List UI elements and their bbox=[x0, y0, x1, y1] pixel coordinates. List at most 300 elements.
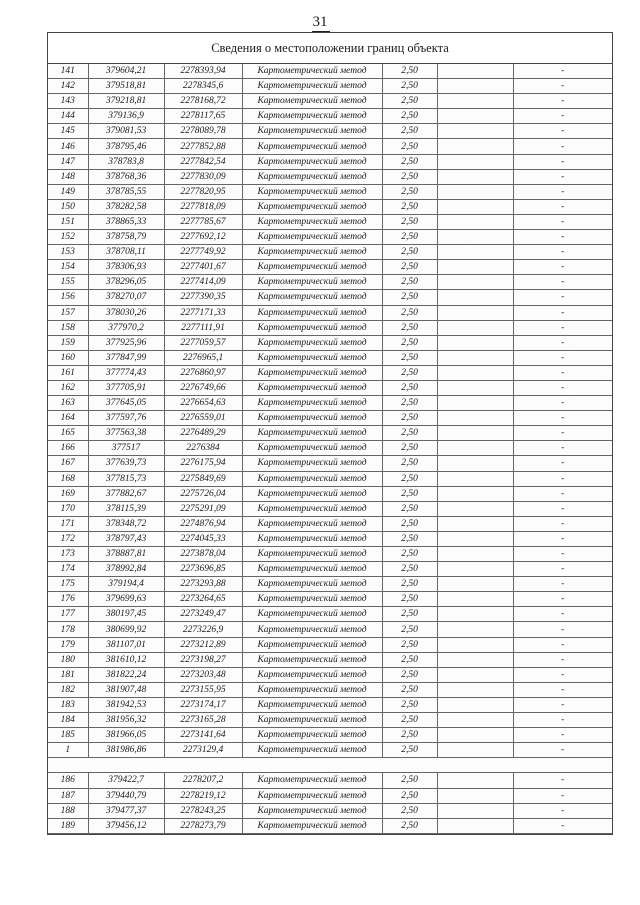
empty-cell bbox=[437, 607, 513, 622]
table-row bbox=[48, 713, 612, 728]
empty-cell bbox=[437, 169, 513, 184]
coordinate-y: 2274045,33 bbox=[164, 531, 242, 546]
coordinate-x: 379136,9 bbox=[88, 109, 164, 124]
dash: - bbox=[513, 199, 612, 214]
point-number: 152 bbox=[48, 230, 88, 245]
point-number: 177 bbox=[48, 607, 88, 622]
method: Картометрический метод bbox=[242, 199, 382, 214]
method: Картометрический метод bbox=[242, 531, 382, 546]
accuracy: 2,50 bbox=[382, 486, 437, 501]
dash: - bbox=[513, 245, 612, 260]
point-number: 182 bbox=[48, 682, 88, 697]
table-row bbox=[48, 486, 612, 501]
section-title: Сведения о местоположении границ объекта bbox=[48, 33, 612, 64]
dash: - bbox=[513, 592, 612, 607]
coordinate-x: 379699,63 bbox=[88, 592, 164, 607]
coordinate-y: 2275849,69 bbox=[164, 471, 242, 486]
method: Картометрический метод bbox=[242, 667, 382, 682]
point-number: 145 bbox=[48, 124, 88, 139]
table-row bbox=[48, 94, 612, 109]
method: Картометрический метод bbox=[242, 320, 382, 335]
point-number: 180 bbox=[48, 652, 88, 667]
coordinate-y: 2273198,27 bbox=[164, 652, 242, 667]
dash: - bbox=[513, 214, 612, 229]
accuracy: 2,50 bbox=[382, 214, 437, 229]
table-row bbox=[48, 728, 612, 743]
accuracy: 2,50 bbox=[382, 380, 437, 395]
accuracy: 2,50 bbox=[382, 199, 437, 214]
coordinate-x: 381610,12 bbox=[88, 652, 164, 667]
method: Картометрический метод bbox=[242, 411, 382, 426]
table-row bbox=[48, 335, 612, 350]
point-number: 172 bbox=[48, 531, 88, 546]
coordinate-y: 2278393,94 bbox=[164, 64, 242, 79]
table-row bbox=[48, 169, 612, 184]
empty-cell bbox=[437, 713, 513, 728]
point-number: 1 bbox=[48, 743, 88, 758]
point-number: 189 bbox=[48, 818, 88, 833]
method: Картометрический метод bbox=[242, 562, 382, 577]
table-row bbox=[48, 230, 612, 245]
coordinate-y: 2278345,6 bbox=[164, 79, 242, 94]
point-number: 160 bbox=[48, 350, 88, 365]
empty-cell bbox=[437, 562, 513, 577]
accuracy: 2,50 bbox=[382, 426, 437, 441]
accuracy: 2,50 bbox=[382, 320, 437, 335]
accuracy: 2,50 bbox=[382, 335, 437, 350]
method: Картометрический метод bbox=[242, 380, 382, 395]
dash: - bbox=[513, 411, 612, 426]
empty-cell bbox=[437, 411, 513, 426]
point-number: 167 bbox=[48, 456, 88, 471]
empty-cell bbox=[437, 290, 513, 305]
point-number: 169 bbox=[48, 486, 88, 501]
point-number: 175 bbox=[48, 577, 88, 592]
point-number: 146 bbox=[48, 139, 88, 154]
dash: - bbox=[513, 577, 612, 592]
table-row bbox=[48, 320, 612, 335]
coordinates-table-body bbox=[48, 64, 612, 833]
empty-cell bbox=[437, 350, 513, 365]
dash: - bbox=[513, 773, 612, 788]
point-number: 144 bbox=[48, 109, 88, 124]
table-row bbox=[48, 441, 612, 456]
method: Картометрический метод bbox=[242, 652, 382, 667]
point-number: 174 bbox=[48, 562, 88, 577]
table-row bbox=[48, 743, 612, 758]
table-row bbox=[48, 214, 612, 229]
coordinate-x: 377925,96 bbox=[88, 335, 164, 350]
empty-cell bbox=[437, 320, 513, 335]
point-number: 186 bbox=[48, 773, 88, 788]
accuracy: 2,50 bbox=[382, 365, 437, 380]
coordinate-x: 379422,7 bbox=[88, 773, 164, 788]
accuracy: 2,50 bbox=[382, 622, 437, 637]
coordinate-x: 381956,32 bbox=[88, 713, 164, 728]
method: Картометрический метод bbox=[242, 124, 382, 139]
coordinate-x: 378992,84 bbox=[88, 562, 164, 577]
empty-cell bbox=[437, 64, 513, 79]
coordinate-x: 381966,05 bbox=[88, 728, 164, 743]
method: Картометрический метод bbox=[242, 260, 382, 275]
method: Картометрический метод bbox=[242, 230, 382, 245]
coordinate-y: 2276559,01 bbox=[164, 411, 242, 426]
accuracy: 2,50 bbox=[382, 154, 437, 169]
empty-cell bbox=[437, 456, 513, 471]
method: Картометрический метод bbox=[242, 682, 382, 697]
dash: - bbox=[513, 788, 612, 803]
dash: - bbox=[513, 305, 612, 320]
dash: - bbox=[513, 396, 612, 411]
coordinate-y: 2276175,94 bbox=[164, 456, 242, 471]
coordinate-y: 2278273,79 bbox=[164, 818, 242, 833]
method: Картометрический метод bbox=[242, 486, 382, 501]
table-row bbox=[48, 305, 612, 320]
dash: - bbox=[513, 697, 612, 712]
coordinate-y: 2277785,67 bbox=[164, 214, 242, 229]
point-number: 185 bbox=[48, 728, 88, 743]
accuracy: 2,50 bbox=[382, 230, 437, 245]
accuracy: 2,50 bbox=[382, 607, 437, 622]
coordinate-y: 2277692,12 bbox=[164, 230, 242, 245]
point-number: 184 bbox=[48, 713, 88, 728]
point-number: 157 bbox=[48, 305, 88, 320]
table-row bbox=[48, 547, 612, 562]
table-row bbox=[48, 184, 612, 199]
method: Картометрический метод bbox=[242, 788, 382, 803]
accuracy: 2,50 bbox=[382, 682, 437, 697]
dash: - bbox=[513, 79, 612, 94]
table-row bbox=[48, 818, 612, 833]
table-row bbox=[48, 682, 612, 697]
dash: - bbox=[513, 230, 612, 245]
coordinate-x: 381986,86 bbox=[88, 743, 164, 758]
coordinate-y: 2277820,95 bbox=[164, 184, 242, 199]
table-row bbox=[48, 637, 612, 652]
coordinate-y: 2273226,9 bbox=[164, 622, 242, 637]
empty-cell bbox=[437, 682, 513, 697]
point-number: 188 bbox=[48, 803, 88, 818]
table-row bbox=[48, 64, 612, 79]
point-number: 142 bbox=[48, 79, 88, 94]
coordinate-x: 377970,2 bbox=[88, 320, 164, 335]
coordinate-y: 2273212,89 bbox=[164, 637, 242, 652]
point-number: 171 bbox=[48, 516, 88, 531]
method: Картометрический метод bbox=[242, 441, 382, 456]
table-row bbox=[48, 516, 612, 531]
dash: - bbox=[513, 531, 612, 546]
dash: - bbox=[513, 275, 612, 290]
accuracy: 2,50 bbox=[382, 79, 437, 94]
table-row bbox=[48, 154, 612, 169]
coordinate-y: 2277390,35 bbox=[164, 290, 242, 305]
point-number: 173 bbox=[48, 547, 88, 562]
point-number: 161 bbox=[48, 365, 88, 380]
accuracy: 2,50 bbox=[382, 803, 437, 818]
point-number: 163 bbox=[48, 396, 88, 411]
accuracy: 2,50 bbox=[382, 637, 437, 652]
coordinate-x: 380197,45 bbox=[88, 607, 164, 622]
method: Картометрический метод bbox=[242, 728, 382, 743]
coordinate-y: 2276749,66 bbox=[164, 380, 242, 395]
empty-cell bbox=[437, 94, 513, 109]
empty-cell bbox=[437, 214, 513, 229]
coordinate-y: 2276384 bbox=[164, 441, 242, 456]
accuracy: 2,50 bbox=[382, 516, 437, 531]
accuracy: 2,50 bbox=[382, 818, 437, 833]
coordinate-y: 2278089,78 bbox=[164, 124, 242, 139]
coordinate-x: 379518,81 bbox=[88, 79, 164, 94]
dash: - bbox=[513, 350, 612, 365]
table-row bbox=[48, 501, 612, 516]
table-row bbox=[48, 396, 612, 411]
accuracy: 2,50 bbox=[382, 139, 437, 154]
coordinate-x: 378282,58 bbox=[88, 199, 164, 214]
method: Картометрический метод bbox=[242, 335, 382, 350]
coordinate-x: 377639,73 bbox=[88, 456, 164, 471]
coordinate-y: 2277818,09 bbox=[164, 199, 242, 214]
coordinate-y: 2273165,28 bbox=[164, 713, 242, 728]
accuracy: 2,50 bbox=[382, 501, 437, 516]
empty-cell bbox=[437, 577, 513, 592]
accuracy: 2,50 bbox=[382, 64, 437, 79]
empty-cell bbox=[437, 245, 513, 260]
coordinate-x: 379477,37 bbox=[88, 803, 164, 818]
table-row bbox=[48, 531, 612, 546]
coordinate-y: 2273203,48 bbox=[164, 667, 242, 682]
dash: - bbox=[513, 109, 612, 124]
point-number: 179 bbox=[48, 637, 88, 652]
coordinate-y: 2274876,94 bbox=[164, 516, 242, 531]
method: Картометрический метод bbox=[242, 169, 382, 184]
dash: - bbox=[513, 335, 612, 350]
coordinate-y: 2278117,65 bbox=[164, 109, 242, 124]
method: Картометрический метод bbox=[242, 154, 382, 169]
table-row bbox=[48, 199, 612, 214]
empty-cell bbox=[437, 199, 513, 214]
coordinate-x: 377705,91 bbox=[88, 380, 164, 395]
empty-cell bbox=[437, 260, 513, 275]
empty-cell bbox=[437, 637, 513, 652]
empty-cell bbox=[437, 501, 513, 516]
method: Картометрический метод bbox=[242, 139, 382, 154]
point-number: 187 bbox=[48, 788, 88, 803]
point-number: 183 bbox=[48, 697, 88, 712]
dash: - bbox=[513, 426, 612, 441]
coordinate-y: 2277842,54 bbox=[164, 154, 242, 169]
empty-cell bbox=[437, 622, 513, 637]
coordinate-y: 2278168,72 bbox=[164, 94, 242, 109]
accuracy: 2,50 bbox=[382, 109, 437, 124]
boundary-sheet bbox=[47, 32, 613, 835]
method: Картометрический метод bbox=[242, 350, 382, 365]
coordinate-x: 378708,11 bbox=[88, 245, 164, 260]
point-number: 147 bbox=[48, 154, 88, 169]
dash: - bbox=[513, 622, 612, 637]
coordinate-y: 2276654,63 bbox=[164, 396, 242, 411]
coordinate-x: 378270,07 bbox=[88, 290, 164, 305]
point-number: 151 bbox=[48, 214, 88, 229]
point-number: 168 bbox=[48, 471, 88, 486]
page-number: 31 bbox=[312, 14, 328, 30]
dash: - bbox=[513, 169, 612, 184]
coordinate-x: 379604,21 bbox=[88, 64, 164, 79]
empty-cell bbox=[437, 818, 513, 833]
coordinate-y: 2275726,04 bbox=[164, 486, 242, 501]
accuracy: 2,50 bbox=[382, 290, 437, 305]
dash: - bbox=[513, 124, 612, 139]
dash: - bbox=[513, 154, 612, 169]
coordinate-x: 378795,46 bbox=[88, 139, 164, 154]
method: Картометрический метод bbox=[242, 456, 382, 471]
point-number: 159 bbox=[48, 335, 88, 350]
coordinate-y: 2278207,2 bbox=[164, 773, 242, 788]
method: Картометрический метод bbox=[242, 637, 382, 652]
point-number: 164 bbox=[48, 411, 88, 426]
coordinate-y: 2277171,33 bbox=[164, 305, 242, 320]
accuracy: 2,50 bbox=[382, 184, 437, 199]
coordinate-x: 377847,99 bbox=[88, 350, 164, 365]
coordinate-x: 379440,79 bbox=[88, 788, 164, 803]
empty-cell bbox=[437, 486, 513, 501]
method: Картометрический метод bbox=[242, 290, 382, 305]
method: Картометрический метод bbox=[242, 471, 382, 486]
method: Картометрический метод bbox=[242, 803, 382, 818]
table-row bbox=[48, 667, 612, 682]
coordinate-y: 2278219,12 bbox=[164, 788, 242, 803]
dash: - bbox=[513, 743, 612, 758]
point-number: 178 bbox=[48, 622, 88, 637]
coordinate-y: 2273129,4 bbox=[164, 743, 242, 758]
coordinate-x: 378785,55 bbox=[88, 184, 164, 199]
table-row bbox=[48, 471, 612, 486]
coordinate-x: 378306,93 bbox=[88, 260, 164, 275]
accuracy: 2,50 bbox=[382, 667, 437, 682]
dash: - bbox=[513, 516, 612, 531]
coordinate-x: 377517 bbox=[88, 441, 164, 456]
coordinate-y: 2277111,91 bbox=[164, 320, 242, 335]
accuracy: 2,50 bbox=[382, 94, 437, 109]
method: Картометрический метод bbox=[242, 109, 382, 124]
dash: - bbox=[513, 637, 612, 652]
dash: - bbox=[513, 667, 612, 682]
dash: - bbox=[513, 501, 612, 516]
accuracy: 2,50 bbox=[382, 245, 437, 260]
coordinate-y: 2273174,17 bbox=[164, 697, 242, 712]
method: Картометрический метод bbox=[242, 305, 382, 320]
coordinate-x: 379194,4 bbox=[88, 577, 164, 592]
dash: - bbox=[513, 184, 612, 199]
coordinate-x: 381107,01 bbox=[88, 637, 164, 652]
table-row bbox=[48, 411, 612, 426]
dash: - bbox=[513, 260, 612, 275]
table-row bbox=[48, 290, 612, 305]
dash: - bbox=[513, 486, 612, 501]
coordinate-x: 378758,79 bbox=[88, 230, 164, 245]
coordinate-y: 2276489,29 bbox=[164, 426, 242, 441]
coordinate-x: 377774,43 bbox=[88, 365, 164, 380]
table-row bbox=[48, 562, 612, 577]
accuracy: 2,50 bbox=[382, 547, 437, 562]
point-number: 176 bbox=[48, 592, 88, 607]
method: Картометрический метод bbox=[242, 501, 382, 516]
empty-cell bbox=[437, 109, 513, 124]
dash: - bbox=[513, 652, 612, 667]
dash: - bbox=[513, 713, 612, 728]
accuracy: 2,50 bbox=[382, 441, 437, 456]
table-row bbox=[48, 456, 612, 471]
coordinate-y: 2273249,47 bbox=[164, 607, 242, 622]
empty-cell bbox=[437, 531, 513, 546]
empty-cell bbox=[437, 380, 513, 395]
accuracy: 2,50 bbox=[382, 456, 437, 471]
table-row bbox=[48, 139, 612, 154]
dash: - bbox=[513, 365, 612, 380]
coordinate-x: 378865,33 bbox=[88, 214, 164, 229]
accuracy: 2,50 bbox=[382, 350, 437, 365]
empty-cell bbox=[437, 335, 513, 350]
coordinate-y: 2273264,65 bbox=[164, 592, 242, 607]
table-row bbox=[48, 577, 612, 592]
coordinate-x: 377597,76 bbox=[88, 411, 164, 426]
method: Картометрический метод bbox=[242, 713, 382, 728]
coordinate-y: 2277852,88 bbox=[164, 139, 242, 154]
empty-cell bbox=[437, 547, 513, 562]
method: Картометрический метод bbox=[242, 275, 382, 290]
dash: - bbox=[513, 803, 612, 818]
method: Картометрический метод bbox=[242, 577, 382, 592]
accuracy: 2,50 bbox=[382, 652, 437, 667]
coordinate-x: 378797,43 bbox=[88, 531, 164, 546]
empty-cell bbox=[437, 230, 513, 245]
coordinate-y: 2273141,64 bbox=[164, 728, 242, 743]
coordinate-y: 2273293,88 bbox=[164, 577, 242, 592]
empty-cell bbox=[437, 728, 513, 743]
empty-cell bbox=[437, 773, 513, 788]
dash: - bbox=[513, 547, 612, 562]
accuracy: 2,50 bbox=[382, 577, 437, 592]
separator-cell bbox=[48, 758, 612, 773]
table-row bbox=[48, 592, 612, 607]
method: Картометрический метод bbox=[242, 365, 382, 380]
dash: - bbox=[513, 562, 612, 577]
table-row bbox=[48, 109, 612, 124]
dash: - bbox=[513, 320, 612, 335]
empty-cell bbox=[437, 305, 513, 320]
point-number: 166 bbox=[48, 441, 88, 456]
accuracy: 2,50 bbox=[382, 260, 437, 275]
table-row bbox=[48, 622, 612, 637]
empty-cell bbox=[437, 788, 513, 803]
accuracy: 2,50 bbox=[382, 396, 437, 411]
coordinate-x: 378887,81 bbox=[88, 547, 164, 562]
point-number: 149 bbox=[48, 184, 88, 199]
table-row bbox=[48, 788, 612, 803]
table-row bbox=[48, 260, 612, 275]
point-number: 155 bbox=[48, 275, 88, 290]
accuracy: 2,50 bbox=[382, 728, 437, 743]
point-number: 141 bbox=[48, 64, 88, 79]
accuracy: 2,50 bbox=[382, 713, 437, 728]
table-row bbox=[48, 350, 612, 365]
method: Картометрический метод bbox=[242, 184, 382, 199]
empty-cell bbox=[437, 154, 513, 169]
coordinate-y: 2276965,1 bbox=[164, 350, 242, 365]
empty-cell bbox=[437, 396, 513, 411]
coordinate-x: 381907,48 bbox=[88, 682, 164, 697]
method: Картометрический метод bbox=[242, 697, 382, 712]
method: Картометрический метод bbox=[242, 396, 382, 411]
